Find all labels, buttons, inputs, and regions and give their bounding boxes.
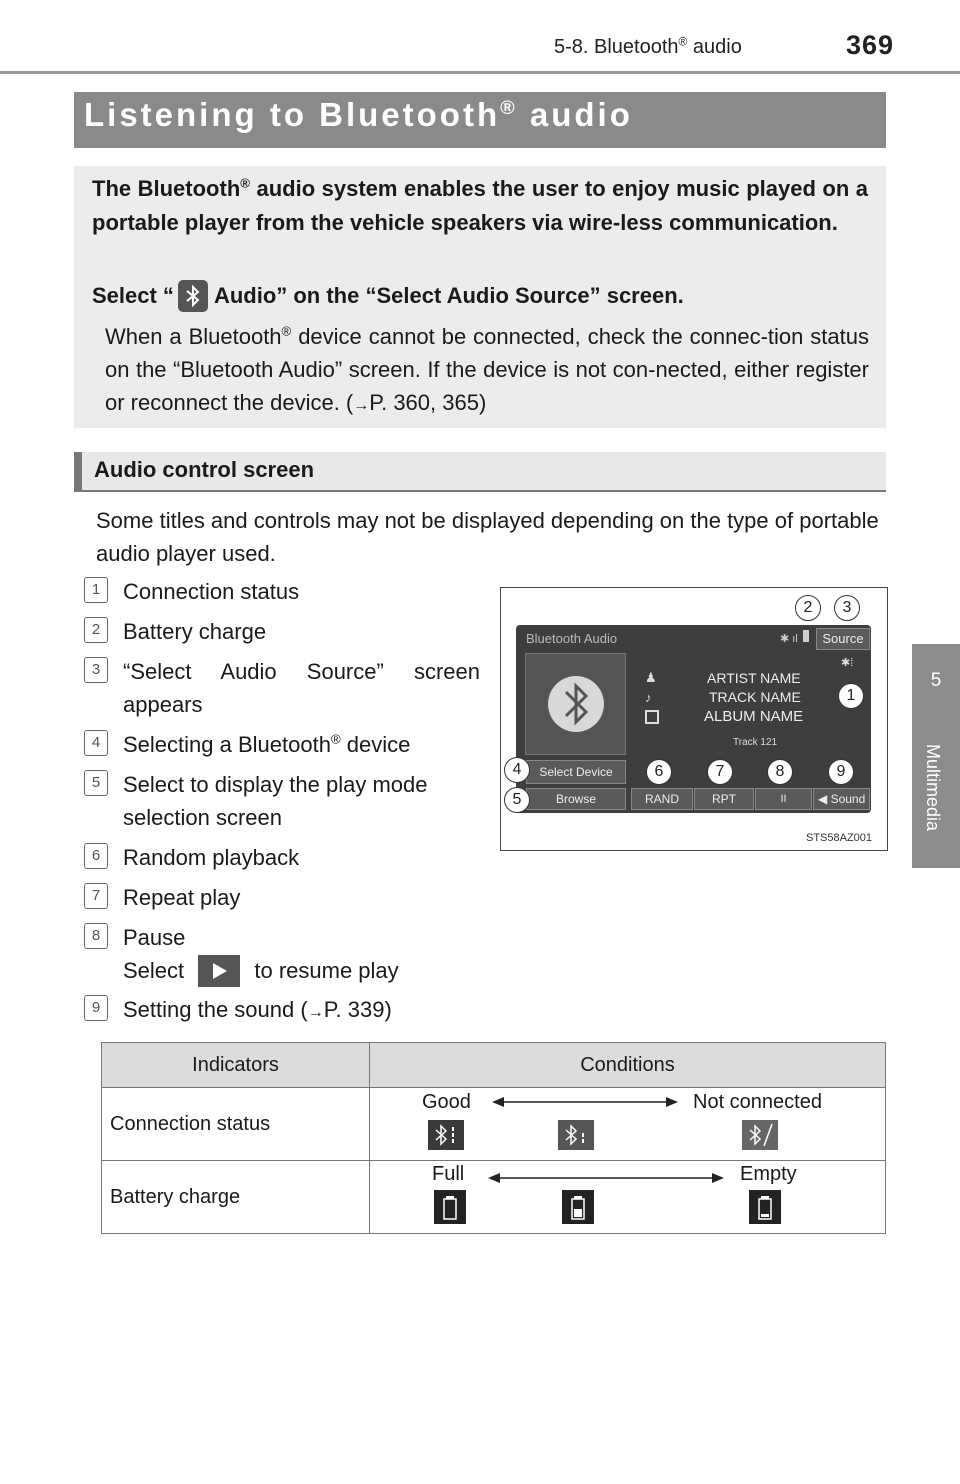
list-number: 3 <box>84 657 108 683</box>
list-item: Pause <box>123 925 186 950</box>
range-arrow-icon <box>486 1170 726 1186</box>
range-arrow-icon <box>490 1094 680 1110</box>
condition-good: Good <box>422 1091 471 1113</box>
music-note-icon: ♪ <box>645 690 652 705</box>
table-row-label: Battery charge <box>102 1161 370 1234</box>
sound-label: Sound <box>830 792 866 806</box>
intro-registered-mark: ® <box>240 175 250 191</box>
artist-name: ARTIST NAME <box>707 670 801 686</box>
intro-note <box>105 320 869 422</box>
reference-arrow-icon: → <box>307 1004 324 1021</box>
intro-select-instruction <box>92 280 684 312</box>
battery-half-icon <box>562 1190 594 1224</box>
list-number: 1 <box>84 577 108 603</box>
page-number: 369 <box>846 30 895 60</box>
callout: 8 <box>767 759 793 785</box>
battery-full-icon <box>434 1190 466 1224</box>
list-number: 7 <box>84 883 108 909</box>
list-item-suffix: device <box>340 732 411 757</box>
play-icon <box>198 955 240 987</box>
list-number: 9 <box>84 995 108 1021</box>
condition-full: Full <box>432 1163 465 1185</box>
figure-caption: STS58AZ001 <box>806 832 873 844</box>
list-item: Connection status <box>123 579 300 604</box>
track-number: Track 121 <box>733 737 778 748</box>
connection-icon: ✱⁞ <box>841 657 854 669</box>
artist-icon: ♟ <box>645 670 657 685</box>
reference-arrow-icon: → <box>353 397 370 414</box>
registered-mark: ® <box>678 34 688 49</box>
connection-medium-icon <box>558 1120 594 1150</box>
list-number: 6 <box>84 843 108 869</box>
callout: 6 <box>646 759 672 785</box>
page-title <box>84 96 633 134</box>
table-header: Indicators <box>102 1043 370 1088</box>
select-instruction-suffix: Audio” on the “Select Audio Source” screen. <box>213 283 684 308</box>
intro-paragraph <box>92 172 868 240</box>
bluetooth-icon <box>178 280 208 312</box>
screen-title: Bluetooth Audio <box>526 631 618 646</box>
list-item <box>123 993 392 1029</box>
list-item-text: Setting the sound ( <box>123 997 308 1022</box>
body-paragraph: Some titles and controls may not be displayed depending on the type of portable audio player used. <box>96 508 879 566</box>
list-item: Random playback <box>123 845 300 870</box>
table-header: Conditions <box>370 1043 886 1088</box>
battery-empty-icon <box>749 1190 781 1224</box>
album-art <box>525 653 626 755</box>
note-text-b: device cannot be connected, check the connec-tion status on the “Bluetooth Audio” screen. If the device is not con-nected, either register or reconnect the device. ( <box>105 324 869 415</box>
intro-text-b: audio system enables the user to enjoy music played on a portable player from the vehicle speakers via wire-less communication. <box>92 176 868 235</box>
select-device-button[interactable]: Select Device <box>526 760 626 784</box>
note-registered-mark: ® <box>281 323 292 339</box>
callout: 4 <box>504 757 530 783</box>
pause-button[interactable]: II <box>755 788 812 810</box>
list-number: 8 <box>84 923 108 949</box>
intro-text-a: The Bluetooth <box>92 176 241 201</box>
list-item-text: Selecting a Bluetooth <box>123 732 331 757</box>
note-text-a: When a Bluetooth <box>105 324 282 349</box>
title-prefix: Listening to Bluetooth <box>84 96 501 133</box>
note-page-reference[interactable]: P. 360, 365) <box>369 390 487 415</box>
section-header-text: 5-8. Bluetooth <box>554 36 679 58</box>
callout: 5 <box>504 787 530 813</box>
select-instruction-prefix: Select “ <box>92 283 174 308</box>
bluetooth-signal-icon: ✱ ıl <box>780 633 798 645</box>
section-header-suffix: audio <box>687 36 742 58</box>
callout: 2 <box>795 595 821 621</box>
list-item: “Select Audio Source” screen appears <box>123 659 480 717</box>
browse-button[interactable]: Browse <box>526 788 626 810</box>
list-item: Select to display the play mode selection screen <box>123 772 428 830</box>
callout: 9 <box>828 759 854 785</box>
callout: 1 <box>838 683 864 709</box>
chapter-label: Multimedia <box>923 744 943 832</box>
condition-not-connected: Not connected <box>693 1091 822 1113</box>
list-item <box>123 728 410 761</box>
callout: 3 <box>834 595 860 621</box>
list-number: 4 <box>84 730 108 756</box>
callout: 7 <box>707 759 733 785</box>
list-number: 5 <box>84 770 108 796</box>
rpt-button[interactable]: RPT <box>694 788 754 810</box>
table-row-label: Connection status <box>102 1088 370 1161</box>
chapter-number: 5 <box>930 670 942 691</box>
list-registered-mark: ® <box>330 731 341 747</box>
subheading: Audio control screen <box>94 457 315 482</box>
subheading-accent <box>74 452 82 492</box>
connection-good-icon <box>428 1120 464 1150</box>
speaker-icon: ◀ <box>818 792 828 806</box>
condition-empty: Empty <box>740 1163 797 1185</box>
title-suffix: audio <box>517 96 633 133</box>
title-registered-mark: ® <box>500 97 518 119</box>
battery-icon <box>803 630 809 642</box>
header-rule <box>0 71 960 74</box>
list-item-subline <box>123 954 399 987</box>
album-icon <box>645 710 659 724</box>
subline-prefix: Select <box>123 958 191 983</box>
sound-button[interactable] <box>813 788 870 810</box>
section-header <box>554 36 742 59</box>
album-name: ALBUM NAME <box>704 708 804 725</box>
connection-none-icon <box>742 1120 778 1150</box>
source-button[interactable]: Source <box>816 628 870 650</box>
rand-button[interactable]: RAND <box>631 788 693 810</box>
list-item: Battery charge <box>123 619 267 644</box>
list-number: 2 <box>84 617 108 643</box>
page-reference[interactable]: P. 339) <box>323 997 392 1022</box>
subline-suffix: to resume play <box>248 958 399 983</box>
track-name: TRACK NAME <box>709 689 801 705</box>
list-item: Repeat play <box>123 885 241 910</box>
